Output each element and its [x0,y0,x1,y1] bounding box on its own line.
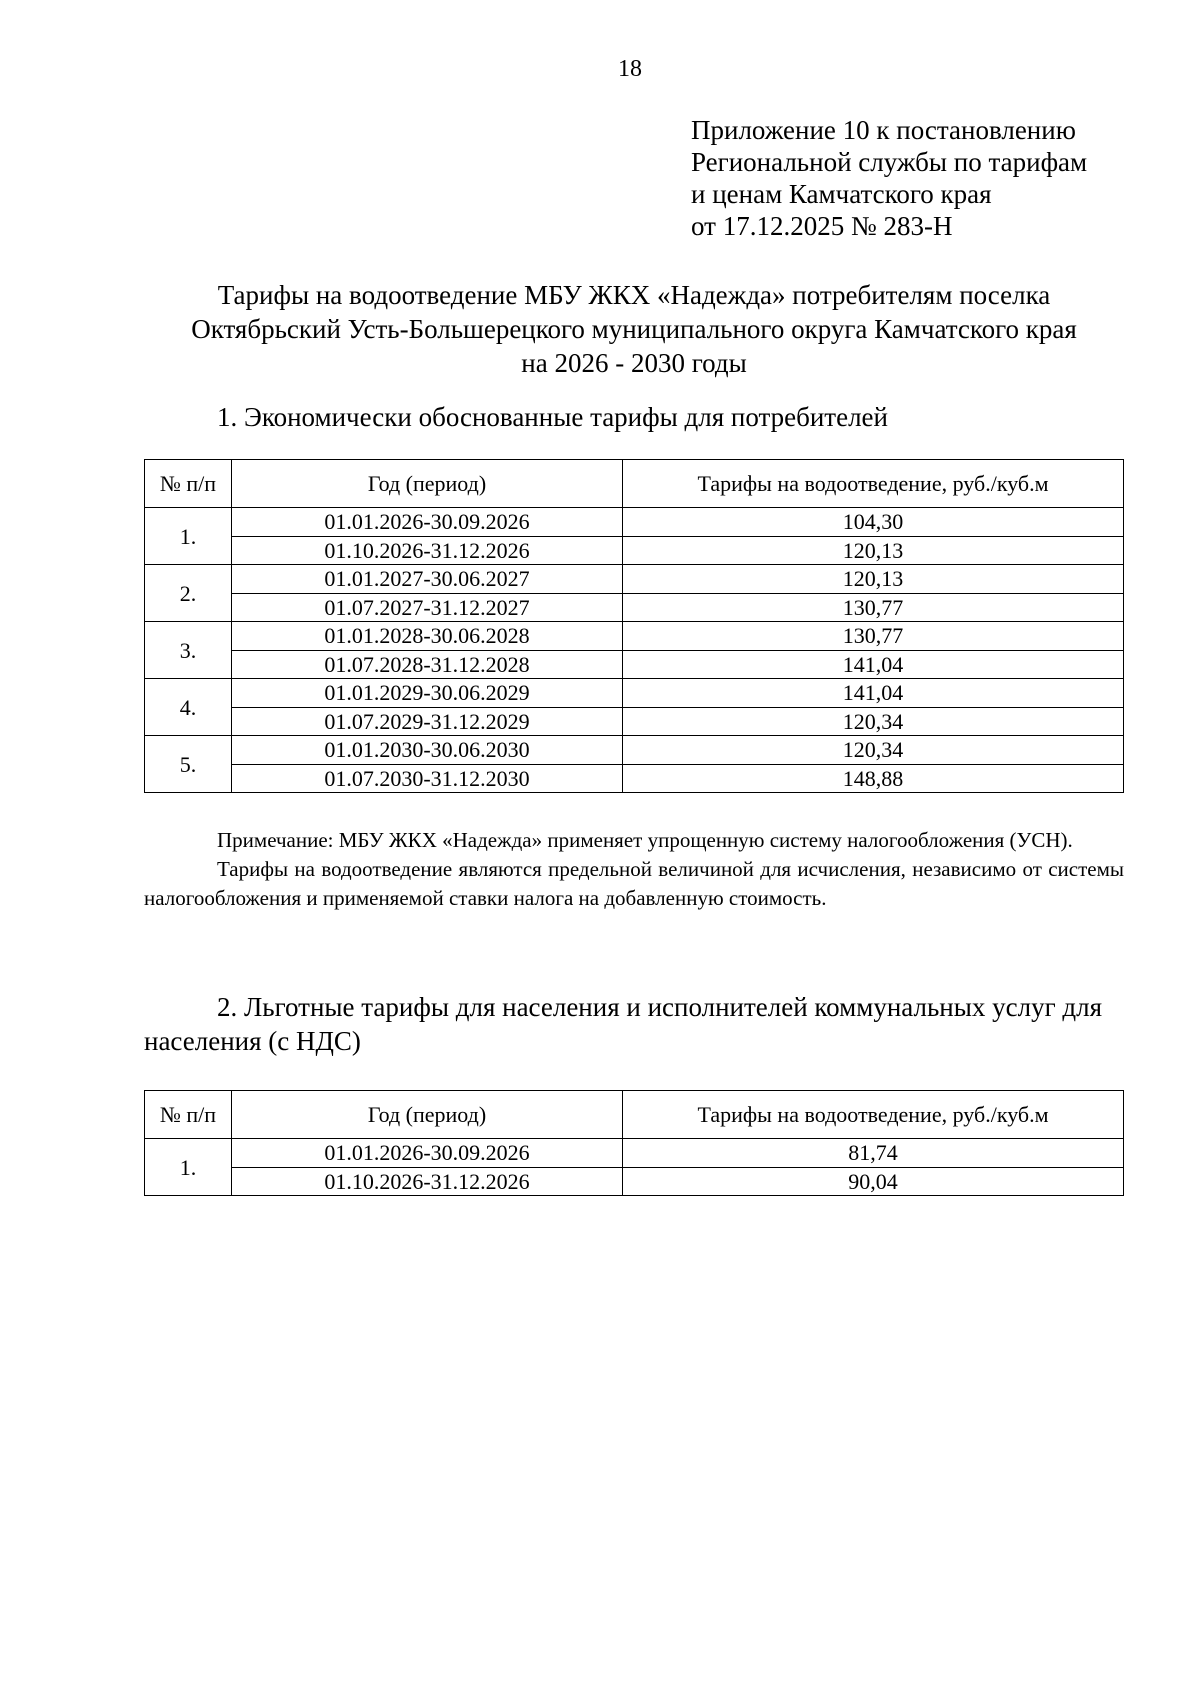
tariff-cell: 90,04 [623,1167,1124,1196]
table-row [145,650,1124,679]
appendix-block [691,114,1087,242]
period-cell: 01.01.2028-30.06.2028 [232,622,623,651]
document-title [144,278,1124,380]
table-row [145,536,1124,565]
section-2-heading: 2. Льготные тарифы для населения и исполнителей коммунальных услуг для населения (с НДС) [144,992,1103,1056]
tariff-cell: 120,34 [623,736,1124,765]
period-cell: 01.07.2030-31.12.2030 [232,764,623,793]
note-paragraph: Примечание: МБУ ЖКХ «Надежда» применяет упрощенную систему налогообложения (УСН). [217,828,1073,852]
section-1-heading: 1. Экономически обоснованные тарифы для потребителей [217,402,888,432]
row-number: 1. [145,1139,232,1196]
tariff-cell: 141,04 [623,650,1124,679]
header-number: № п/п [145,460,232,508]
table-row [145,679,1124,708]
tariff-cell: 130,77 [623,622,1124,651]
tariff-cell: 148,88 [623,764,1124,793]
period-cell: 01.10.2026-31.12.2026 [232,1167,623,1196]
note-block [144,826,1124,913]
row-number: 1. [145,508,232,565]
table-header-row [145,1091,1124,1139]
period-cell: 01.07.2028-31.12.2028 [232,650,623,679]
tariff-cell: 130,77 [623,593,1124,622]
period-cell: 01.01.2026-30.09.2026 [232,1139,623,1168]
tariff-cell: 141,04 [623,679,1124,708]
header-tariff: Тарифы на водоотведение, руб./куб.м [623,460,1124,508]
tariff-cell: 120,34 [623,707,1124,736]
table-row [145,764,1124,793]
row-number: 2. [145,565,232,622]
header-number: № п/п [145,1091,232,1139]
row-number: 5. [145,736,232,793]
period-cell: 01.07.2029-31.12.2029 [232,707,623,736]
note-paragraph: Тарифы на водоотведение являются предельной величиной для исчисления, независимо от системы налогообложения и применяемой ставки налога на добавленную стоимость. [144,857,1124,910]
preferential-tariffs-table [144,1090,1124,1196]
title-line: Тарифы на водоотведение МБУ ЖКХ «Надежда» потребителям поселка [217,280,1051,310]
economic-tariffs-table [144,459,1124,793]
table-header-row [145,460,1124,508]
period-cell: 01.01.2026-30.09.2026 [232,508,623,537]
title-line: на 2026 - 2030 годы [521,348,747,378]
appendix-line: Приложение 10 к постановлению [691,115,1076,145]
row-number: 3. [145,622,232,679]
header-tariff: Тарифы на водоотведение, руб./куб.м [623,1091,1124,1139]
table-row [145,1167,1124,1196]
table-row [145,1139,1124,1168]
table-row [145,736,1124,765]
tariff-cell: 104,30 [623,508,1124,537]
table-row [145,622,1124,651]
title-line: Октябрьский Усть-Большерецкого муниципального округа Камчатского края [191,314,1077,344]
page-number: 18 [618,56,642,82]
appendix-line: и ценам Камчатского края [691,179,992,209]
period-cell: 01.01.2027-30.06.2027 [232,565,623,594]
period-cell: 01.01.2030-30.06.2030 [232,736,623,765]
period-cell: 01.01.2029-30.06.2029 [232,679,623,708]
header-period: Год (период) [232,1091,623,1139]
row-number: 4. [145,679,232,736]
period-cell: 01.10.2026-31.12.2026 [232,536,623,565]
table-row [145,508,1124,537]
table-row [145,565,1124,594]
header-period: Год (период) [232,460,623,508]
tariff-cell: 120,13 [623,536,1124,565]
appendix-line: Региональной службы по тарифам [691,147,1088,177]
table-row [145,707,1124,736]
tariff-cell: 120,13 [623,565,1124,594]
table-row [145,593,1124,622]
appendix-line: от 17.12.2025 № 283-Н [691,211,953,241]
tariff-cell: 81,74 [623,1139,1124,1168]
period-cell: 01.07.2027-31.12.2027 [232,593,623,622]
